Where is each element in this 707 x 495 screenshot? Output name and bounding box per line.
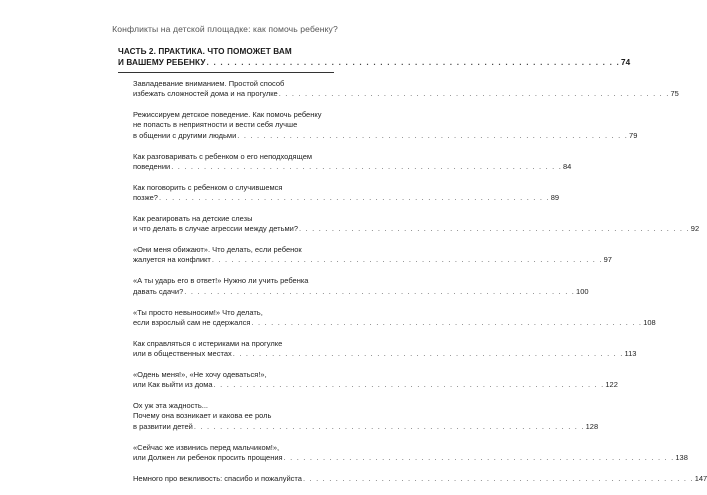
toc-entry-title-line: жалуется на конфликт <box>133 255 211 265</box>
toc-entry-title-line: поведении <box>133 161 171 171</box>
toc-entry-title-line: избежать сложностей дома и на прогулке <box>133 89 278 99</box>
section-divider <box>118 72 334 73</box>
toc-entry-title-line: и что делать в случае агрессии между детьми? <box>133 224 299 234</box>
section-heading <box>118 46 631 68</box>
toc-entry-title-line: позже? <box>133 193 158 203</box>
toc-entry[interactable] <box>133 245 612 265</box>
toc-entry-page-number: 92 <box>690 224 700 234</box>
toc-entry[interactable] <box>133 214 700 234</box>
running-head: Конфликты на детской площадке: как помочь ребенку? <box>112 24 338 34</box>
toc-entry-title-line: «Сейчас же извинись перед мальчиком!», <box>133 442 280 452</box>
toc-entry-title-line: Ох уж эта жадность... <box>133 401 209 411</box>
toc-entry-page-number: 138 <box>675 452 688 462</box>
toc-entry-title-line: «Одень меня!», «Не хочу одеваться!», <box>133 370 267 380</box>
dot-leader <box>159 193 550 203</box>
toc-entry-page-number: 97 <box>603 255 612 265</box>
dot-leader <box>233 349 624 359</box>
section-title-line-2: И ВАШЕМУ РЕБЕНКУ <box>118 58 206 67</box>
section-page-number: 74 <box>621 58 631 67</box>
toc-entry[interactable] <box>133 276 589 296</box>
toc-entry-page-number: 100 <box>576 286 589 296</box>
toc-entry[interactable] <box>133 338 637 359</box>
toc-entry-page-number: 84 <box>562 161 572 171</box>
toc-entry-page-number: 113 <box>624 349 637 359</box>
table-of-contents <box>118 46 707 495</box>
toc-entry-page-number: 108 <box>643 317 656 327</box>
toc-entry-title-line: давать сдачи? <box>133 286 184 296</box>
dot-leader <box>207 57 621 68</box>
toc-entry-title-line: Режиссируем детское поведение. Как помочь ребенку <box>133 110 322 120</box>
toc-entry-title-line: Как справляться с истериками на прогулке <box>133 338 283 348</box>
toc-entry-title-line: в общении с другими людьми <box>133 130 237 140</box>
toc-entry-title-line: Почему она возникает и какова ее роль <box>133 411 272 421</box>
toc-entry[interactable] <box>133 79 679 99</box>
dot-leader <box>279 89 670 99</box>
toc-entry[interactable] <box>133 401 599 432</box>
toc-entry-title-line: в развитии детей <box>133 421 193 431</box>
toc-entry-page-number: 79 <box>629 130 638 140</box>
toc-entry-title-line: Немного про вежливость: спасибо и пожалуйста <box>133 473 302 483</box>
toc-entry-page-number: 122 <box>605 380 618 390</box>
toc-entry-page-number: 147 <box>694 473 707 483</box>
toc-entry-title-line: или Как выйти из дома <box>133 380 213 390</box>
toc-entry-title-line: «Они меня обижают». Что делать, если ребенок <box>133 245 302 255</box>
toc-entry[interactable] <box>133 182 560 203</box>
toc-entry-page-number: 75 <box>670 89 679 99</box>
toc-entry-title-line: если взрослый сам не сдержался <box>133 317 251 327</box>
toc-entry-title-line: Как разговаривать с ребенком о его неподходящем <box>133 151 313 161</box>
dot-leader <box>212 255 603 265</box>
toc-entry[interactable] <box>133 370 618 390</box>
toc-entry-title-line: Как поговорить с ребенком о случившемся <box>133 182 283 192</box>
toc-entries <box>118 79 707 484</box>
section-title-line-1: ЧАСТЬ 2. ПРАКТИКА. ЧТО ПОМОЖЕТ ВАМ <box>118 47 292 56</box>
toc-entry[interactable] <box>133 110 638 141</box>
dot-leader <box>237 131 628 141</box>
dot-leader <box>184 287 575 297</box>
dot-leader <box>251 318 642 328</box>
toc-entry-page-number: 89 <box>550 193 560 203</box>
dot-leader <box>171 162 562 172</box>
toc-entry-title-line: не попасть в неприятности и вести себя лучше <box>133 120 298 130</box>
toc-entry-title-line: или Должен ли ребенок просить прощения <box>133 452 283 462</box>
toc-entry-page-number: 128 <box>585 421 599 431</box>
toc-entry-title-line: Как реагировать на детские слезы <box>133 214 253 224</box>
toc-entry-title-line: или в общественных местах <box>133 349 232 359</box>
toc-entry[interactable] <box>133 473 707 484</box>
toc-entry-title-line: Завладевание вниманием. Простой способ <box>133 79 285 88</box>
toc-entry[interactable] <box>133 151 572 172</box>
toc-entry[interactable] <box>133 442 688 463</box>
dot-leader <box>303 474 694 484</box>
toc-entry[interactable] <box>133 307 656 328</box>
dot-leader <box>194 422 585 432</box>
toc-entry-title-line: «Ты просто невыносим!» Что делать, <box>133 307 263 317</box>
toc-entry-title-line: «А ты ударь его в ответ!» Нужно ли учить ребенка <box>133 276 309 286</box>
dot-leader <box>299 224 690 234</box>
dot-leader <box>284 453 675 463</box>
dot-leader <box>214 380 605 390</box>
